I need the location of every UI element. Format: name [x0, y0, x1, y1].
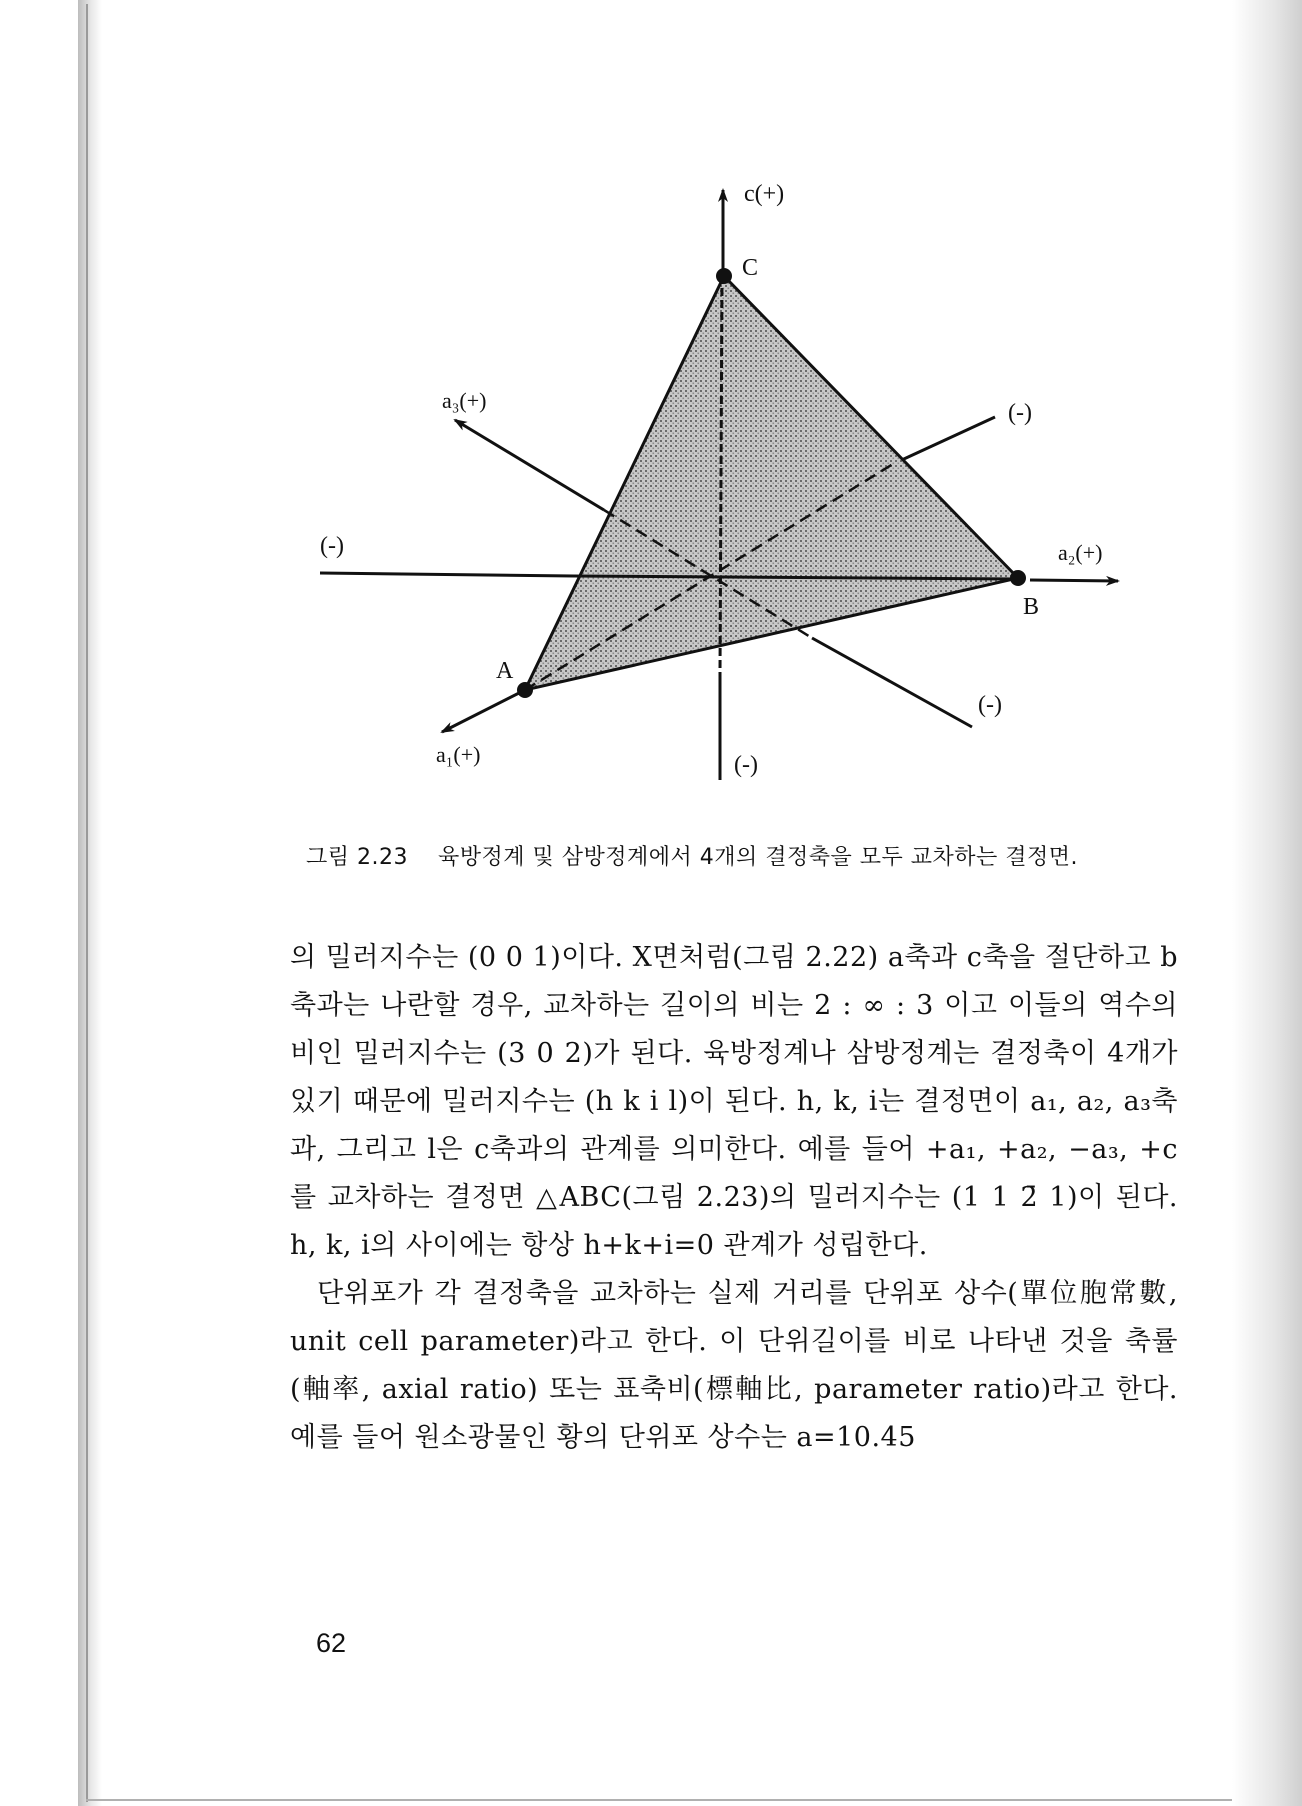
point-c-marker	[716, 268, 732, 284]
label-a1-axis: a₁(+)	[436, 742, 481, 767]
page-number: 62	[316, 1628, 347, 1658]
paragraph: 의 밀러지수는 (0 0 1)이다. X면처럼(그림 2.22) a축과 c축을 절단하고 b축과는 나란할 경우, 교차하는 길이의 비는 2 : ∞ : 3 이고 이들의 역수의 비인 밀러지수는 (3 0 2)가 된다. 육방정계나 삼방정계는 결정축이 4개가 있기 때문에 밀러지수는 (h k i l)이 된다. h, k, i는 결정면이 a₁, a₂, a₃축과, 그리고 l은 c축과의 관계를 의미한다. 예를 들어 +a₁, +a₂, −a₃, +c를 교차하는 결정면 △ABC(그림 2.23)의 밀러지수는 (1 1 2̄ 1)이 된다. h, k, i의 사이에는 항상 h+k+i=0 관계가 성립한다.	[290, 942, 1178, 1261]
label-neg-lower-right: (-)	[978, 692, 1002, 718]
figure-number: 그림 2.23	[306, 845, 408, 870]
plane-abc	[525, 276, 1018, 690]
point-a-marker	[517, 682, 533, 698]
label-neg-left: (-)	[320, 533, 344, 559]
a1-axis-line	[442, 690, 525, 732]
neg-a3-axis-line	[893, 417, 995, 464]
label-a3-axis: a₃(+)	[442, 388, 487, 413]
crystal-axes-figure	[0, 0, 1302, 830]
label-point-c: C	[742, 255, 759, 281]
label-neg-bottom: (-)	[734, 752, 758, 778]
a2-axis-line	[1030, 580, 1118, 581]
point-b-marker	[1010, 570, 1026, 586]
a3-axis-line	[455, 420, 604, 510]
neg-a2-axis-line	[320, 573, 574, 576]
label-a2-axis: a₂(+)	[1058, 540, 1103, 565]
body-text	[290, 934, 1178, 1462]
label-point-a: A	[496, 658, 514, 684]
label-point-b: B	[1023, 594, 1040, 620]
label-c-axis: c(+)	[744, 181, 785, 207]
figure-caption-text: 육방정계 및 삼방정계에서 4개의 결정축을 모두 교차하는 결정면.	[437, 845, 1078, 870]
neg-a1-axis-line	[812, 638, 972, 727]
page-bottom-edge	[86, 1799, 1236, 1801]
paragraph: 단위포가 각 결정축을 교차하는 실제 거리를 단위포 상수(單位胞常數, unit cell parameter)라고 한다. 이 단위길이를 비로 나타낸 것을 축률(軸率, axial ratio) 또는 표축비(標軸比, parameter ratio)라고 한다. 예를 들어 원소광물인 황의 단위포 상수는 a=10.45	[290, 1278, 1178, 1453]
label-neg-upper-right: (-)	[1008, 400, 1032, 426]
figure-caption	[306, 840, 1186, 871]
